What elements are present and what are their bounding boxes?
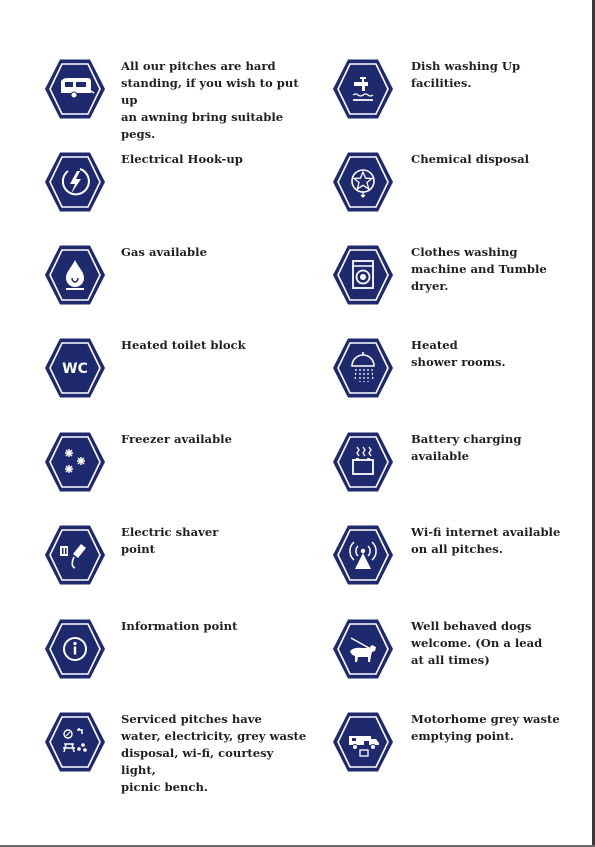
snowflake-icon <box>44 431 106 493</box>
facility-label: Chemical disposal <box>411 152 530 166</box>
facility-label: Electric shaver point <box>121 525 219 556</box>
facility-toilet-block <box>44 337 284 417</box>
facility-showers <box>332 337 572 417</box>
facility-label: Gas available <box>121 245 207 259</box>
facility-label: Heated toilet block <box>121 338 246 352</box>
dog-icon <box>332 618 394 680</box>
chemical-disposal-icon <box>332 151 394 213</box>
gas-flame-icon <box>44 244 106 306</box>
wc-icon <box>44 337 106 399</box>
facility-label: Motorhome grey waste emptying point. <box>411 712 560 743</box>
facility-battery-charging <box>332 431 572 511</box>
facility-label: All our pitches are hard standing, if you wish to put up an awning bring suitable pegs. <box>121 59 299 141</box>
facility-laundry <box>332 244 572 324</box>
motorhome-waste-icon <box>332 711 394 773</box>
facility-label: Clothes washing machine and Tumble dryer. <box>411 245 547 293</box>
shaver-plug-icon <box>44 524 106 586</box>
washing-machine-icon <box>332 244 394 306</box>
facility-label: Electrical Hook-up <box>121 152 243 166</box>
facility-label: Heated shower rooms. <box>411 338 506 369</box>
facility-label: Wi-fi internet available on all pitches. <box>411 525 561 556</box>
facility-wifi <box>332 524 572 604</box>
facility-label: Serviced pitches have water, electricity, grey waste disposal, wi-fi, courtesy light, picnic bench. <box>121 712 307 794</box>
facility-dish-washing <box>332 58 572 138</box>
facility-chemical-disposal <box>332 151 572 231</box>
facility-label: Dish washing Up facilities. <box>411 59 521 90</box>
facility-label: Battery charging available <box>411 432 522 463</box>
facility-label: Well behaved dogs welcome. (On a lead at all times) <box>411 619 543 667</box>
battery-charging-icon <box>332 431 394 493</box>
wc-text: WC <box>62 361 88 377</box>
facility-hard-standing <box>44 58 299 141</box>
facility-gas <box>44 244 284 324</box>
facility-label: Information point <box>121 619 238 633</box>
facility-information <box>44 618 284 698</box>
information-icon <box>44 618 106 680</box>
facility-electrical-hookup <box>44 151 284 231</box>
facility-shaver-point <box>44 524 284 604</box>
facility-freezer <box>44 431 284 511</box>
facility-label: Freezer available <box>121 432 232 446</box>
electrical-hookup-icon <box>44 151 106 213</box>
facility-serviced-pitches <box>44 711 307 794</box>
tap-sink-icon <box>332 58 394 120</box>
wifi-icon <box>332 524 394 586</box>
shower-icon <box>332 337 394 399</box>
facility-dogs <box>332 618 572 698</box>
caravan-icon <box>44 58 106 120</box>
facility-motorhome-waste <box>332 711 572 791</box>
serviced-pitch-icon <box>44 711 106 773</box>
